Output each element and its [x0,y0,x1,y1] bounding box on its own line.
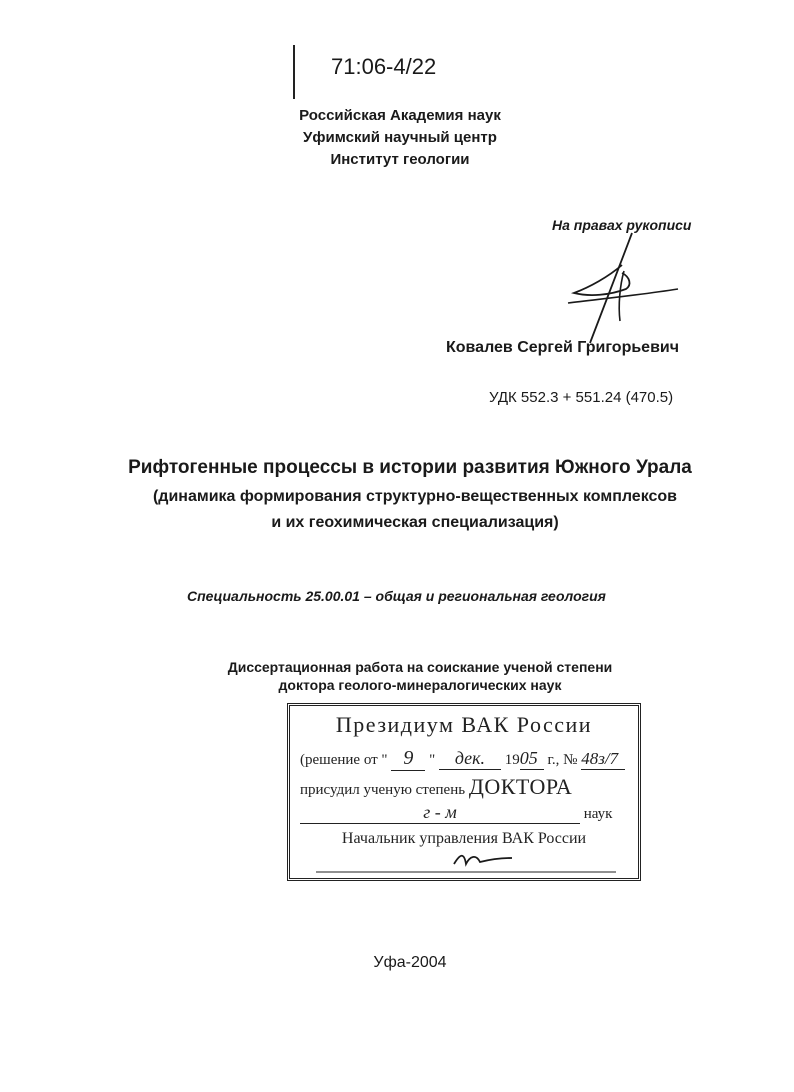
stamp-signature-graphic [304,848,624,878]
dissertation-subtitle-2: и их геохимическая специализация) [271,514,559,531]
stamp-field-line [300,802,638,824]
stamp-awarded-prefix: присудил ученую степень [300,782,466,798]
dissertation-type-1: Диссертационная работа на соискание ученой степени [227,659,613,675]
stamp-decision-g: г., № [547,752,578,768]
institute-name: Институт геологии [330,151,470,168]
stamp-awarded-line [300,774,638,800]
author-name: Ковалев Сергей Григорьевич [446,339,680,356]
document-code: 71:06-4/22 [331,54,437,79]
scan-mark [293,45,295,99]
center-name: Уфимский научный центр [303,129,497,146]
stamp-decision-month: дек. [439,748,501,770]
udc-code: УДК 552.3 + 551.24 (470.5) [489,389,674,406]
stamp-title: Президиум ВАК России [335,712,593,737]
stamp-field-handwritten: г - м [300,802,580,824]
stamp-head-label: Начальник управления ВАК России [341,830,587,847]
manuscript-note: На правах рукописи [552,217,692,233]
stamp-awarded-degree: ДОКТОРА [468,774,573,799]
stamp-decision-year-prefix: 19 [504,752,520,768]
stamp-decision-year: 05 [520,748,544,770]
specialty: Специальность 25.00.01 – общая и региональная геология [187,588,606,604]
dissertation-subtitle-1: (динамика формирования структурно-вещественных комплексов [152,488,678,505]
organization-name: Российская Академия наук [299,107,501,124]
dissertation-type-2: доктора геолого-минералогических наук [278,677,562,693]
stamp-decision-line [300,747,638,771]
signature-graphic [560,225,700,355]
stamp-decision-prefix: (решение от " [300,752,388,768]
city-year: Уфа-2004 [373,954,447,971]
stamp-decision-quote: " [429,752,436,768]
vak-stamp [287,703,641,881]
stamp-field-suffix: наук [583,806,613,822]
stamp-decision-day: 9 [391,747,425,771]
stamp-decision-number: 48з/7 [581,749,625,770]
dissertation-title: Рифтогенные процессы в истории развития Южного Урала [128,457,692,478]
